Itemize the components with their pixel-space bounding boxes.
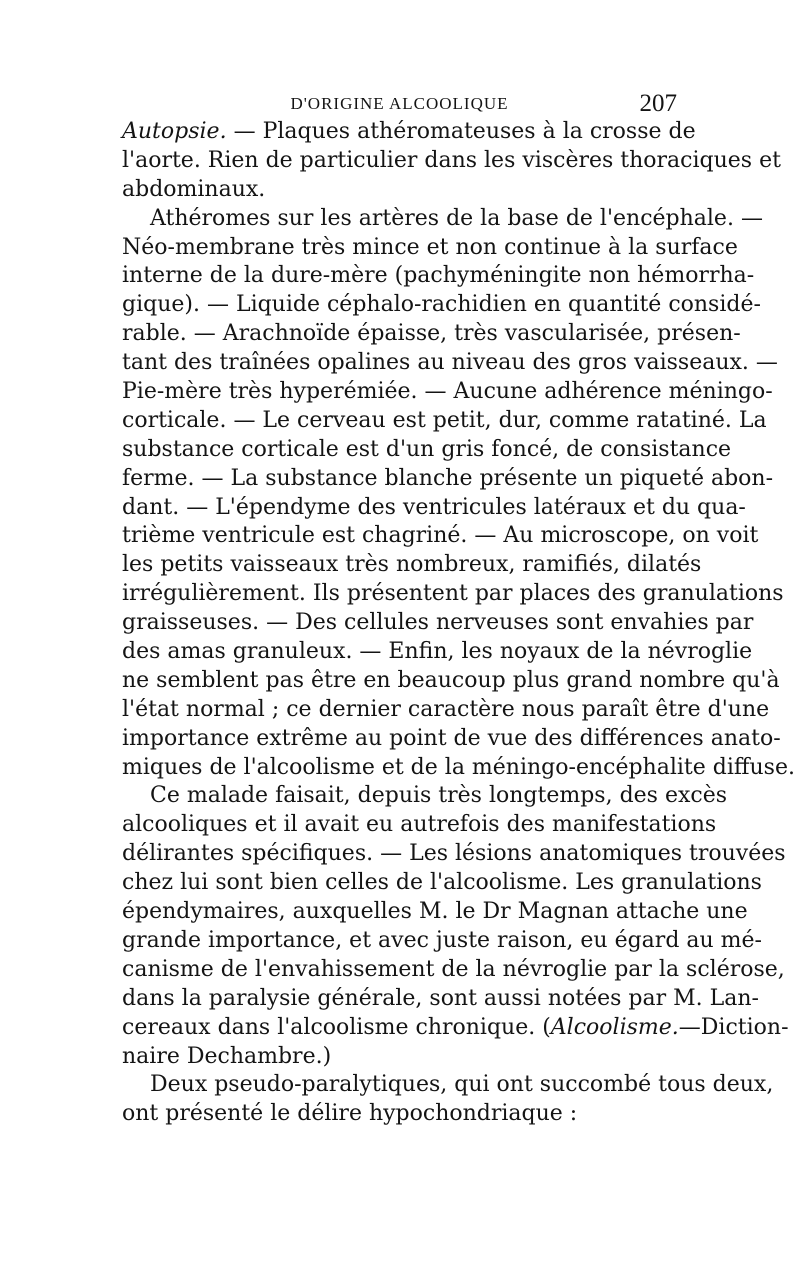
- text-line: interne de la dure-mère (pachyméningite non hémorrha-: [122, 263, 755, 289]
- text-line: corticale. — Le cerveau est petit, dur, comme ratatiné. La: [122, 407, 767, 433]
- alcoolisme-reference: Alcoolisme.: [550, 1014, 679, 1040]
- autopsie-label: Autopsie.: [122, 119, 227, 144]
- text-line: graisseuses. — Des cellules nerveuses sont envahies par: [122, 610, 754, 636]
- text-line: épendymaires, auxquelles M. le Dr Magnan attache une: [122, 899, 748, 925]
- running-title: D'ORIGINE ALCOOLIQUE: [290, 94, 509, 113]
- page-body: [122, 118, 795, 1129]
- text-line: l'état normal ; ce dernier caractère nous paraît être d'une: [122, 696, 770, 722]
- text-line: naire Dechambre.): [122, 1043, 332, 1069]
- text-line: dant. — L'épendyme des ventricules latéraux et du qua-: [122, 494, 746, 520]
- text-line: délirantes spécifiques. — Les lésions anatomiques trouvées: [122, 841, 786, 867]
- line-fragment: cereaux dans l'alcoolisme chronique. (: [122, 1014, 551, 1040]
- text-line: Néo-membrane très mince et non continue à la surface: [122, 234, 738, 260]
- text-line: alcooliques et il avait eu autrefois des manifestations: [122, 812, 717, 838]
- text-line: miques de l'alcoolisme et de la méningo-encéphalite diffuse.: [122, 754, 795, 780]
- text-line: l'aorte. Rien de particulier dans les viscères thoraciques et: [122, 147, 781, 173]
- text-line: [122, 1014, 789, 1043]
- text-line: substance corticale est d'un gris foncé, de consistance: [122, 436, 732, 462]
- text-line: des amas granuleux. — Enfin, les noyaux de la névroglie: [122, 639, 753, 665]
- text-line: Deux pseudo-paralytiques, qui ont succombé tous deux,: [150, 1072, 774, 1098]
- line-fragment: —Diction-: [678, 1014, 789, 1040]
- line-fragment: — Plaques athéromateuses à la crosse de: [226, 119, 696, 144]
- text-line: chez lui sont bien celles de l'alcoolisme. Les granulations: [122, 870, 762, 896]
- text-line: irrégulièrement. Ils présentent par places des granulations: [122, 581, 784, 607]
- text-line: gique). — Liquide céphalo-rachidien en quantité considé-: [122, 292, 761, 318]
- text-line: Ce malade faisait, depuis très longtemps, des excès: [150, 783, 728, 809]
- text-line: ont présenté le délire hypochondriaque :: [122, 1101, 578, 1127]
- text-line: importance extrême au point de vue des différences anato-: [122, 725, 781, 751]
- text-line: grande importance, et avec juste raison, eu égard au mé-: [122, 927, 762, 953]
- text-line: trième ventricule est chagriné. — Au microscope, on voit: [122, 523, 759, 549]
- text-line: Athéromes sur les artères de la base de l'encéphale. —: [150, 205, 763, 231]
- text-line: canisme de l'envahissement de la névroglie par la sclérose,: [122, 956, 785, 982]
- text-line: tant des traînées opalines au niveau des gros vaisseaux. —: [122, 350, 778, 376]
- text-line: rable. — Arachnoïde épaisse, très vascularisée, présen-: [122, 321, 741, 347]
- text-line: dans la paralysie générale, sont aussi notées par M. Lan-: [122, 985, 759, 1011]
- text-line: ferme. — La substance blanche présente un piqueté abon-: [122, 465, 774, 491]
- text-line: [122, 118, 696, 147]
- page-number: 207: [639, 90, 677, 117]
- text-line: abdominaux.: [122, 176, 266, 202]
- text-line: les petits vaisseaux très nombreux, ramifiés, dilatés: [122, 552, 702, 578]
- text-line: ne semblent pas être en beaucoup plus grand nombre qu'à: [122, 667, 780, 693]
- text-line: Pie-mère très hyperémiée. — Aucune adhérence méningo-: [122, 379, 773, 405]
